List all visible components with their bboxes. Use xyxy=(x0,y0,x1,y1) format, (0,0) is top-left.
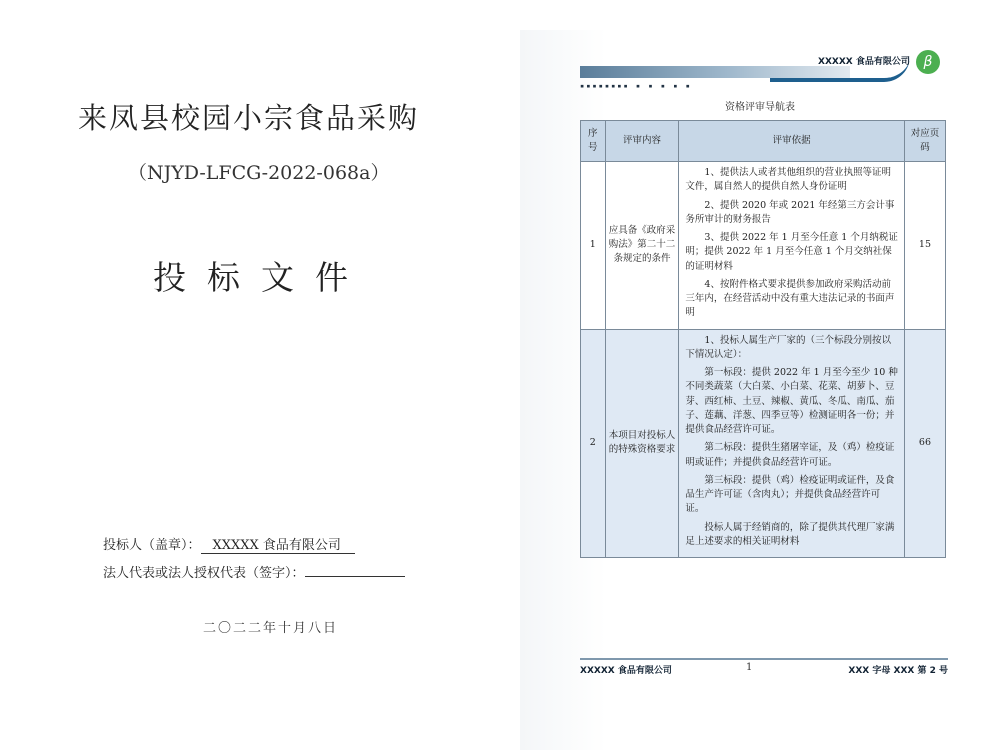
row-basis xyxy=(679,329,905,558)
basis-item: 1、投标人属生产厂家的（三个标段分别按以下情况认定）： xyxy=(685,334,891,360)
row-no: 2 xyxy=(581,329,606,558)
basis-item: 第二标段：提供生猪屠宰证，及（鸡）检疫证明或证件；并提供食品经营许可证。 xyxy=(685,442,895,468)
table-row xyxy=(581,162,946,330)
qualification-table xyxy=(580,120,946,558)
project-code: （NJYD-LFCG-2022-068a） xyxy=(128,162,390,184)
page-header xyxy=(580,50,940,90)
col-header-basis: 评审依据 xyxy=(679,121,905,162)
bidder-line xyxy=(103,534,355,554)
row-page: 15 xyxy=(904,162,945,330)
table-header-row xyxy=(581,121,946,162)
page-footer xyxy=(580,658,948,680)
representative-line xyxy=(103,562,405,581)
cover-title: 来凤县校园小宗食品采购 xyxy=(78,101,420,135)
basis-item: 投标人属于经销商的，除了提供其代理厂家满足上述要求的相关证明材料 xyxy=(685,521,895,547)
basis-item: 4、按附件格式要求提供参加政府采购活动前三年内，在经营活动中没有重大违法记录的书面声明 xyxy=(685,278,895,319)
basis-item: 第一标段：提供 2022 年 1 月至今至少 10 种不同类蔬菜（大白菜、小白菜、花菜、胡萝卜、豆芽、西红柿、土豆、辣椒、黄瓜、冬瓜、南瓜、茄子、莲藕、洋葱、四季豆等）检测证明各一份；并提供食品经营许可证。 xyxy=(685,367,898,435)
footer-doc-number: XXX 字母 XXX 第 2 号 xyxy=(848,666,948,676)
company-logo-icon: β xyxy=(916,50,940,74)
header-dots: ▪▪▪▪▪▪▪▪ ▪ ▪ ▪ ▪ ▪ xyxy=(580,82,692,90)
footer-company: XXXXX 食品有限公司 xyxy=(580,666,672,676)
col-header-page: 对应页码 xyxy=(904,121,945,162)
basis-item: 第三标段：提供（鸡）检疫证明或证件，及食品生产许可证（含肉丸）；并提供食品经营许可证。 xyxy=(685,474,895,515)
signature-blank xyxy=(305,564,405,577)
representative-label: 法人代表或法人授权代表（签字）： xyxy=(103,566,305,581)
document-type: 投标文件 xyxy=(153,258,369,297)
table-title: 资格评审导航表 xyxy=(725,102,795,113)
row-content: 应具备《政府采购法》第二十二条规定的条件 xyxy=(605,162,679,330)
basis-item: 1、提供法人或者其他组织的营业执照等证明文件，属自然人的提供自然人身份证明 xyxy=(685,167,891,193)
row-basis xyxy=(679,162,905,330)
col-header-no: 序号 xyxy=(581,121,606,162)
qualification-page xyxy=(520,30,1000,750)
bidder-label: 投标人（盖章）： xyxy=(103,538,201,553)
row-page: 66 xyxy=(904,329,945,558)
bidder-value: XXXXX 食品有限公司 xyxy=(201,534,355,554)
col-header-content: 评审内容 xyxy=(605,121,679,162)
page-number: 1 xyxy=(746,662,753,673)
table-row xyxy=(581,329,946,558)
cover-date: 二〇二二年十月八日 xyxy=(203,621,339,636)
header-company: XXXXX 食品有限公司 xyxy=(818,57,910,67)
basis-item: 3、提供 2022 年 1 月至今任意 1 个月纳税证明；提供 2022 年 1 月至今任意 1 个月交纳社保的证明材料 xyxy=(685,232,898,272)
row-content: 本项目对投标人的特殊资格要求 xyxy=(605,329,679,558)
row-no: 1 xyxy=(581,162,606,330)
basis-item: 2、提供 2020 年或 2021 年经第三方会计事务所审计的财务报告 xyxy=(685,199,895,225)
